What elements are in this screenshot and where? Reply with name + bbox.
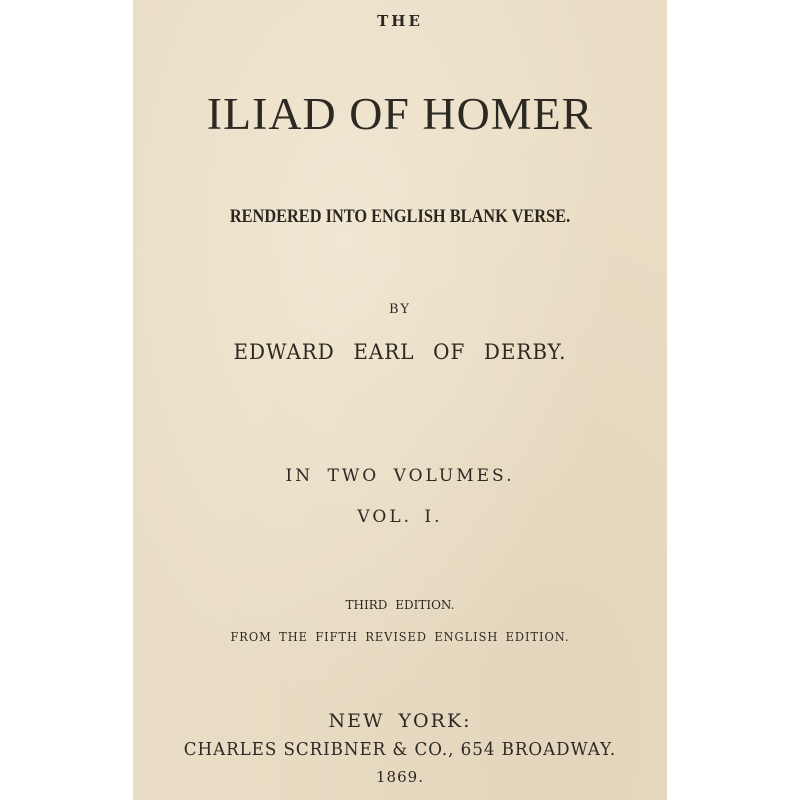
edition-label: THIRD EDITION. xyxy=(345,598,455,612)
book-title: ILIAD OF HOMER xyxy=(206,89,594,139)
imprint-year: 1869. xyxy=(376,768,424,786)
book-subtitle: RENDERED INTO ENGLISH BLANK VERSE. xyxy=(229,206,571,227)
imprint-publisher: CHARLES SCRIBNER & CO., 654 BROADWAY. xyxy=(183,739,617,760)
imprint-city: NEW YORK: xyxy=(328,710,472,732)
by-line: BY xyxy=(389,302,411,317)
volume-count: IN TWO VOLUMES. xyxy=(285,466,515,486)
title-article: THE xyxy=(377,12,423,30)
author-name: EDWARD EARL OF DERBY. xyxy=(233,340,567,364)
edition-source: FROM THE FIFTH REVISED ENGLISH EDITION. xyxy=(230,630,570,644)
title-page xyxy=(133,0,667,800)
volume-number: VOL. I. xyxy=(357,507,443,527)
